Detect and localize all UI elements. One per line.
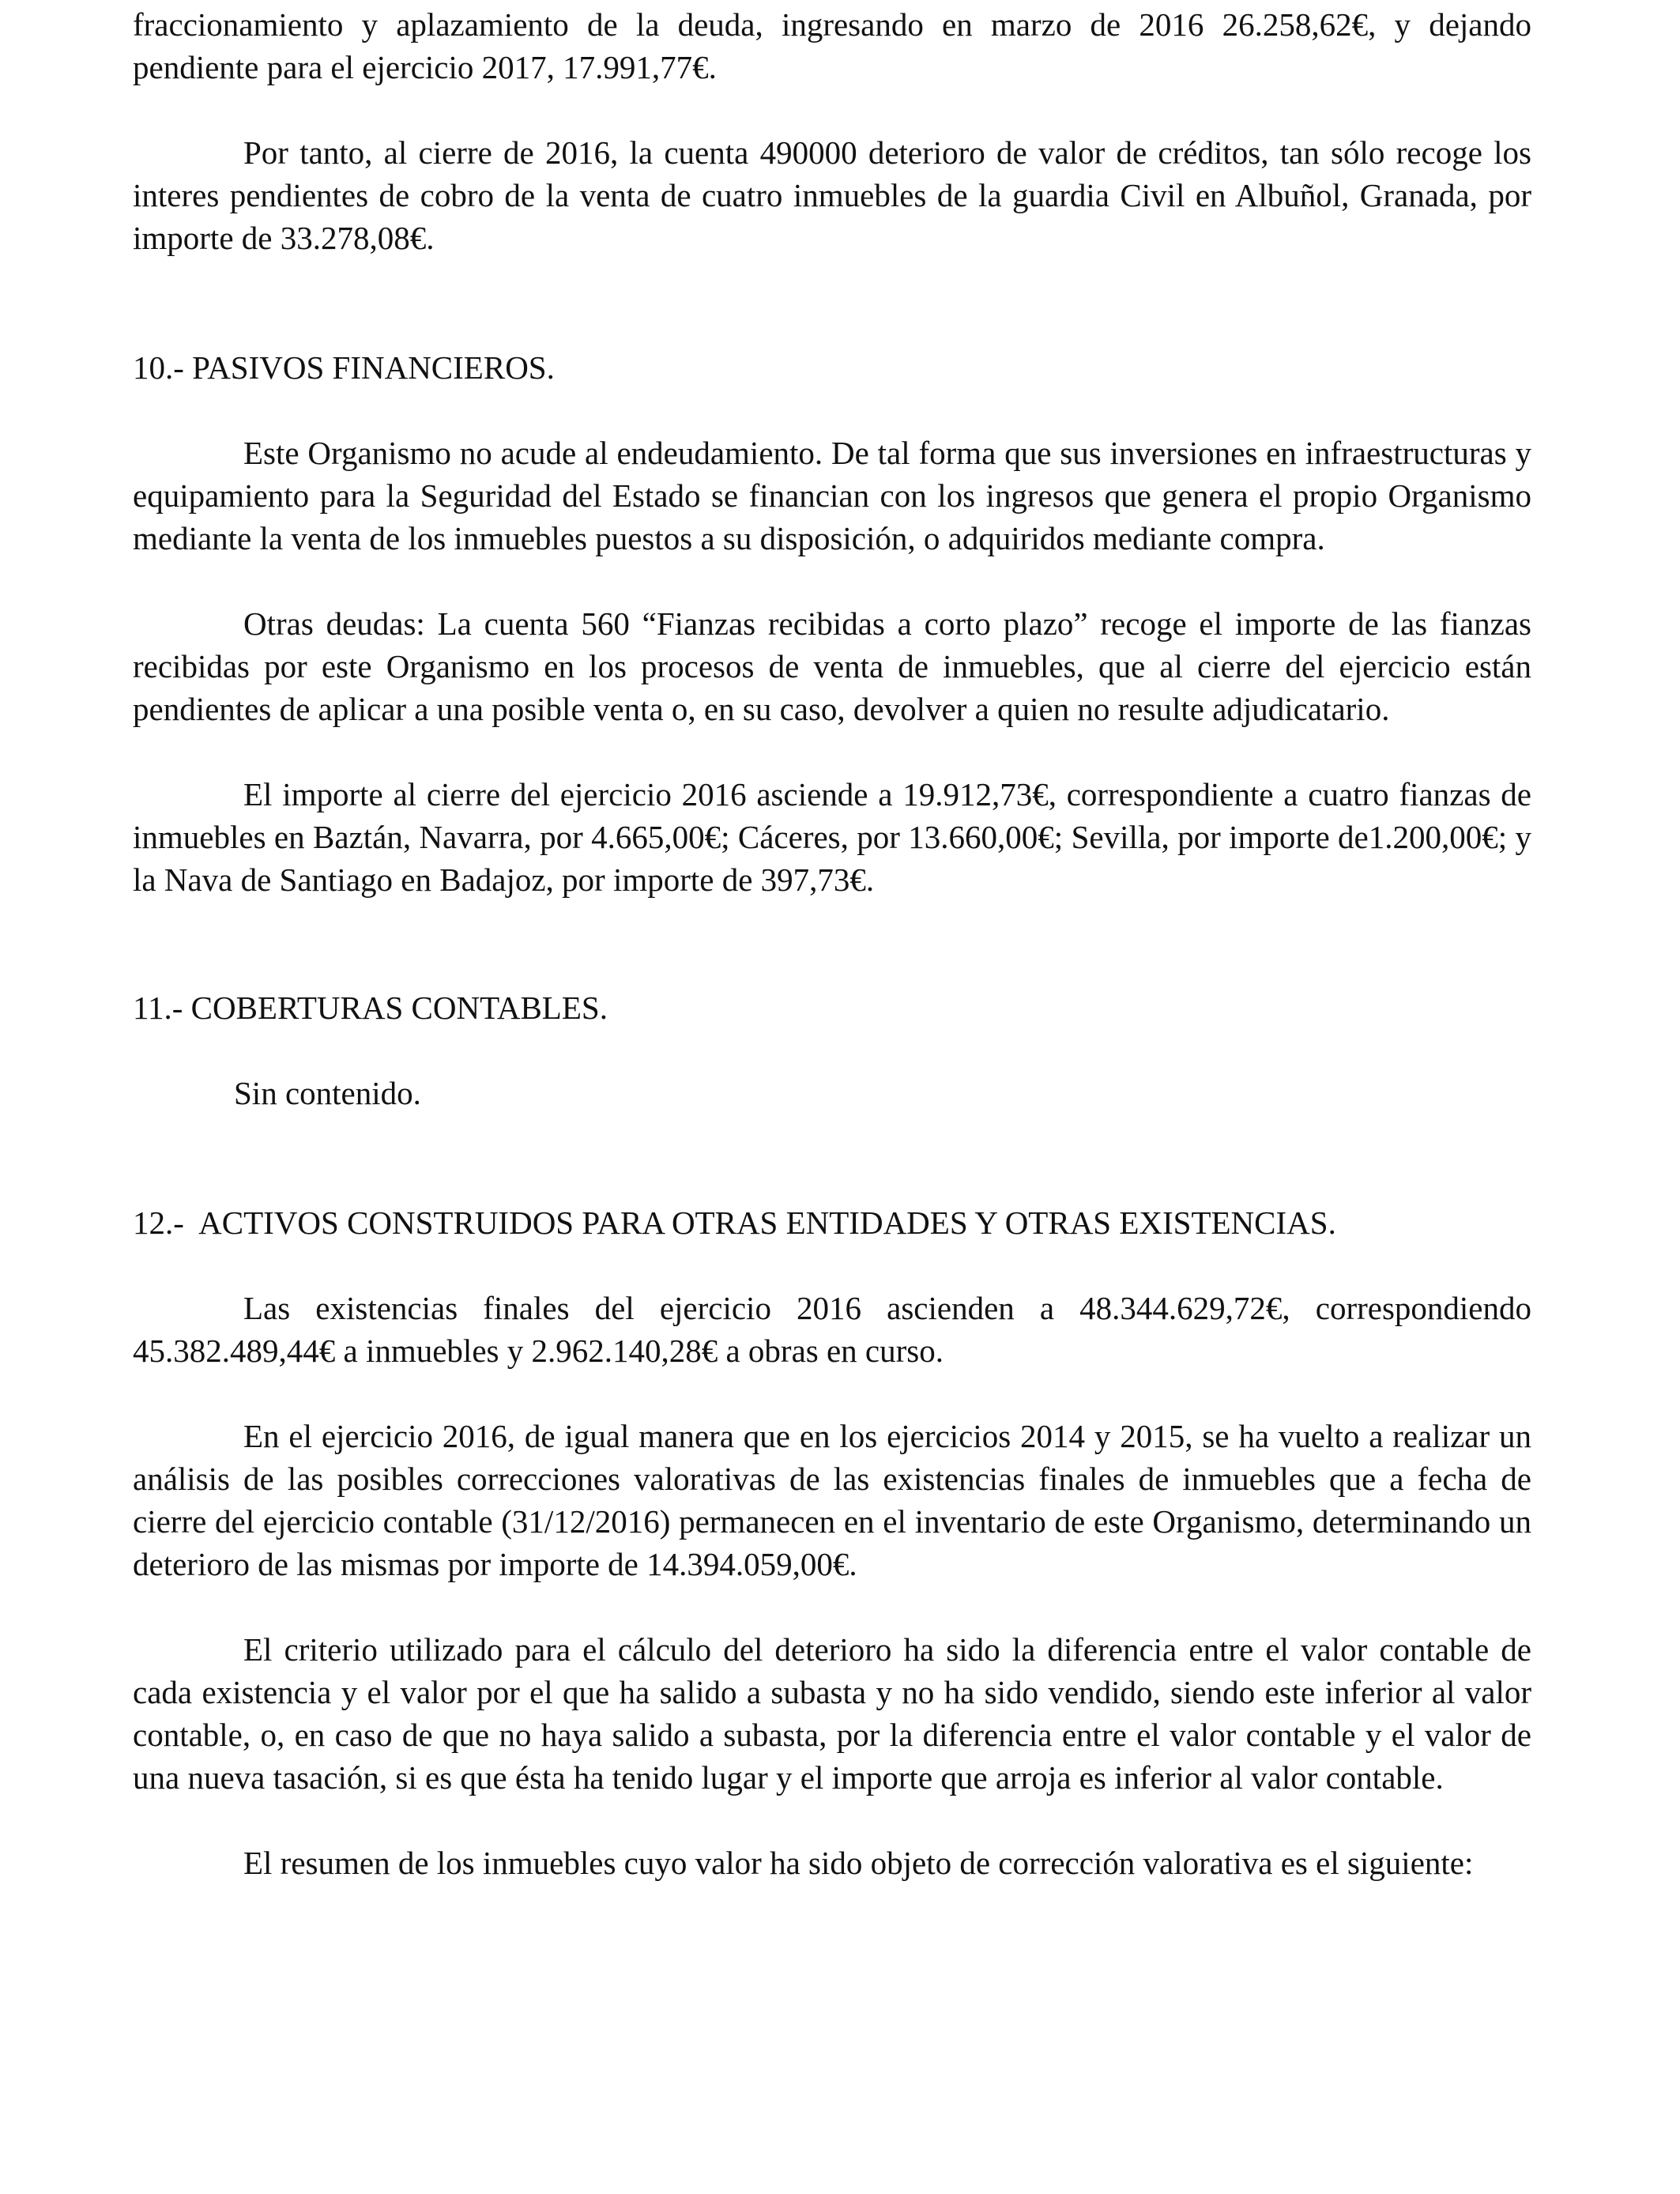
paragraph-importe-fianzas: El importe al cierre del ejercicio 2016 asciende a 19.912,73€, correspondiente a cuatro fianzas de inmuebles en Baztán, Navarra, por 4.665,00€; Cáceres, por 13.660,00€; Sevilla, por importe de1.200,00€; y la Nava de Santiago en Badajoz, por importe de 397,73€. (133, 776, 1531, 898)
paragraph-otras-deudas: Otras deudas: La cuenta 560 “Fianzas recibidas a corto plazo” recoge el importe de las fianzas recibidas por este Organismo en los procesos de venta de inmuebles, que al cierre del ejercicio están pendientes de aplicar a una posible venta o, en su caso, devolver a quien no resulte adjudicatario. (133, 605, 1531, 727)
paragraph-resumen-inmuebles: El resumen de los inmuebles cuyo valor ha sido objeto de corrección valorativa es el siguiente: (243, 1845, 1474, 1881)
paragraph-sin-contenido: Sin contenido. (234, 1075, 421, 1111)
section-heading-pasivos-financieros: 10.- PASIVOS FINANCIEROS. (133, 349, 555, 386)
document-page (133, 0, 1531, 1884)
paragraph-intro: fraccionamiento y aplazamiento de la deuda, ingresando en marzo de 2016 26.258,62€, y dejando pendiente para el ejercicio 2017, 17.991,77€. (133, 6, 1531, 85)
paragraph-deterioro-creditos: Por tanto, al cierre de 2016, la cuenta 490000 deterioro de valor de créditos, tan sólo recoge los interes pendientes de cobro de la venta de cuatro inmuebles de la guardia Civil en Albuñol, Granada, por importe de 33.278,08€. (133, 134, 1531, 256)
section-heading-activos-construidos: 12.- ACTIVOS CONSTRUIDOS PARA OTRAS ENTIDADES Y OTRAS EXISTENCIAS. (133, 1204, 1336, 1241)
section-heading-coberturas-contables: 11.- COBERTURAS CONTABLES. (133, 990, 608, 1026)
paragraph-criterio-deterioro: El criterio utilizado para el cálculo del deterioro ha sido la diferencia entre el valor contable de cada existencia y el valor por el que ha salido a subasta y no ha sido vendido, siendo este inferior al valor contable, o, en caso de que no haya salido a subasta, por la diferencia entre el valor contable y el valor de una nueva tasación, si es que ésta ha tenido lugar y el importe que arroja es inferior al valor contable. (133, 1631, 1531, 1796)
paragraph-endeudamiento: Este Organismo no acude al endeudamiento. De tal forma que sus inversiones en infraestructuras y equipamiento para la Seguridad del Estado se financian con los ingresos que genera el propio Organismo mediante la venta de los inmuebles puestos a su disposición, o adquiridos mediante compra. (133, 435, 1531, 556)
paragraph-existencias-finales: Las existencias finales del ejercicio 2016 ascienden a 48.344.629,72€, correspondiendo 45.382.489,44€ a inmuebles y 2.962.140,28€ a obras en curso. (133, 1290, 1531, 1369)
paragraph-correcciones-valorativas: En el ejercicio 2016, de igual manera que en los ejercicios 2014 y 2015, se ha vuelto a realizar un análisis de las posibles correcciones valorativas de las existencias finales de inmuebles que a fecha de cierre del ejercicio contable (31/12/2016) permanecen en el inventario de este Organismo, determinando un deterioro de las mismas por importe de 14.394.059,00€. (133, 1418, 1531, 1582)
